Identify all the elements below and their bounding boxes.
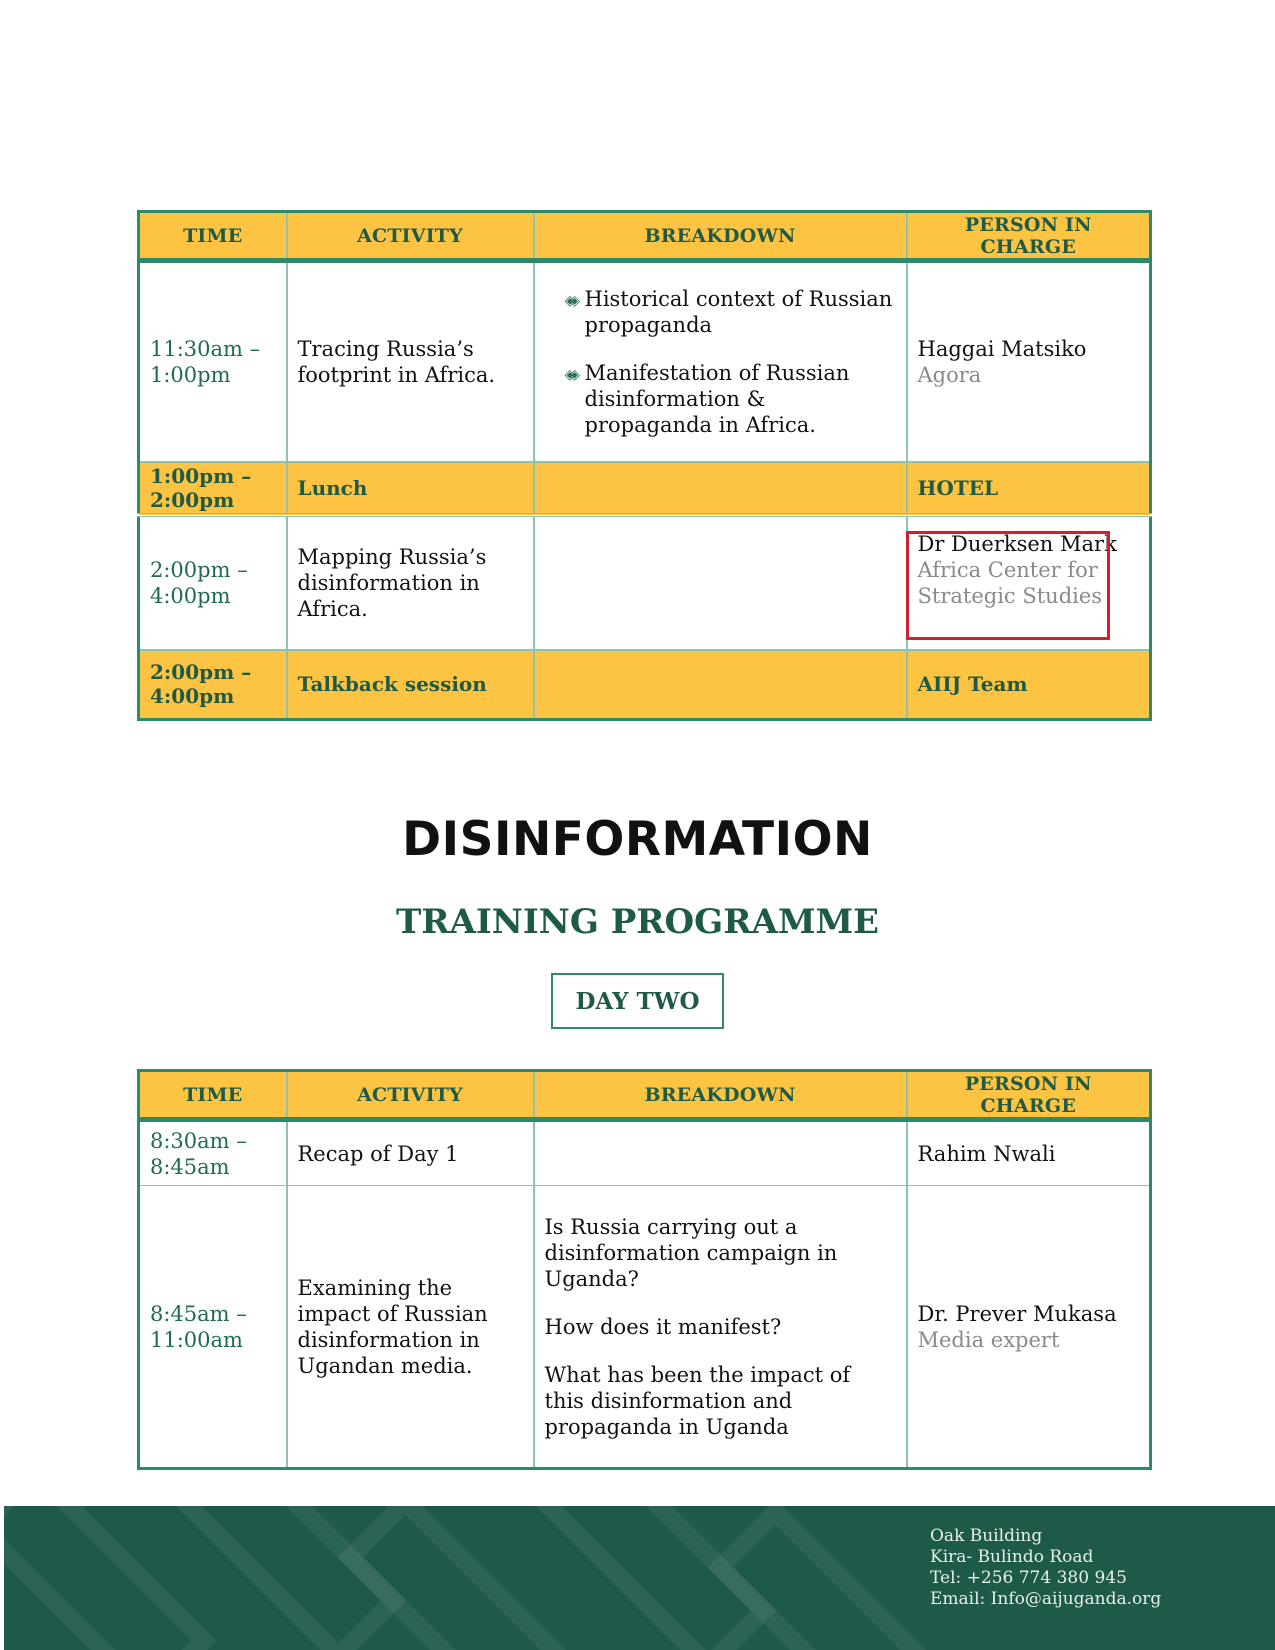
breakdown-cell (534, 462, 907, 515)
breakdown-cell (534, 1120, 907, 1186)
activity-cell: Talkback session (287, 650, 534, 720)
table-row (139, 1186, 1151, 1469)
footer-banner (4, 1506, 1275, 1650)
address-line: Oak Building (930, 1526, 1043, 1546)
activity-cell: Mapping Russia’s disinformation in Africa. (287, 515, 534, 650)
person-cell: AIIJ Team (907, 650, 1151, 720)
breakdown-item: How does it manifest? (544, 1314, 782, 1339)
phone-line: Tel: +256 774 380 945 (930, 1568, 1127, 1588)
person-name: Dr. Prever Mukasa (917, 1301, 1117, 1326)
breakdown-cell (534, 1186, 907, 1469)
email-line: Email: Info@aijuganda.org (930, 1589, 1162, 1609)
person-org: Agora (917, 362, 982, 387)
person-cell (907, 261, 1151, 462)
activity-cell: Tracing Russia’s footprint in Africa. (287, 261, 534, 462)
time-cell: 2:00pm – 4:00pm (139, 515, 287, 650)
contact-address (930, 1526, 1161, 1610)
time-cell: 8:30am – 8:45am (139, 1120, 287, 1186)
activity-cell: Lunch (287, 462, 534, 515)
header-activity: ACTIVITY (287, 212, 534, 261)
time-cell: 1:00pm – 2:00pm (139, 462, 287, 515)
person-cell: HOTEL (907, 462, 1151, 515)
header-time: TIME (139, 1071, 287, 1120)
activity-cell: Examining the impact of Russian disinformation in Ugandan media. (287, 1186, 534, 1469)
header-breakdown: BREAKDOWN (534, 212, 907, 261)
breakdown-item: ◈◈ Historical context of Russian propaganda (564, 286, 893, 337)
activity-cell: Recap of Day 1 (287, 1120, 534, 1186)
person-org: Africa Center for Strategic Studies (917, 557, 1103, 608)
diamond-arrow-icon: ◈◈ (564, 366, 575, 383)
table-row (139, 1120, 1151, 1186)
page-subtitle: TRAINING PROGRAMME (395, 902, 880, 942)
table-row (139, 650, 1151, 720)
person-cell (907, 1186, 1151, 1469)
person-cell: Rahim Nwali (907, 1120, 1151, 1186)
breakdown-cell (534, 261, 907, 462)
breakdown-item: What has been the impact of this disinformation and propaganda in Uganda (544, 1362, 851, 1439)
highlight-box (906, 531, 1110, 640)
time-cell: 2:00pm – 4:00pm (139, 650, 287, 720)
breakdown-cell (534, 515, 907, 650)
table-row (139, 261, 1151, 462)
schedule-table-day-two (137, 1069, 1152, 1470)
day-label: DAY TWO (551, 973, 724, 1029)
breakdown-item: Is Russia carrying out a disinformation campaign in Uganda? (544, 1214, 838, 1291)
page-title: DISINFORMATION (402, 812, 873, 867)
person-name: Haggai Matsiko (917, 336, 1087, 361)
background-pattern (4, 1506, 216, 1650)
breakdown-cell (534, 650, 907, 720)
header-activity: ACTIVITY (287, 1071, 534, 1120)
person-org: Media expert (917, 1327, 1060, 1352)
header-time: TIME (139, 212, 287, 261)
header-person-in-charge: PERSON IN CHARGE (907, 212, 1151, 261)
table-row (139, 462, 1151, 515)
address-line: Kira- Bulindo Road (930, 1547, 1094, 1567)
header-breakdown: BREAKDOWN (534, 1071, 907, 1120)
time-cell: 8:45am – 11:00am (139, 1186, 287, 1469)
diamond-arrow-icon: ◈◈ (564, 292, 575, 309)
time-cell: 11:30am – 1:00pm (139, 261, 287, 462)
breakdown-item: ◈◈ Manifestation of Russian disinformation & propaganda in Africa. (564, 360, 850, 437)
header-person-in-charge: PERSON IN CHARGE (907, 1071, 1151, 1120)
person-name: Dr Duerksen Mark (917, 531, 1117, 556)
schedule-table-day-one (137, 210, 1152, 721)
